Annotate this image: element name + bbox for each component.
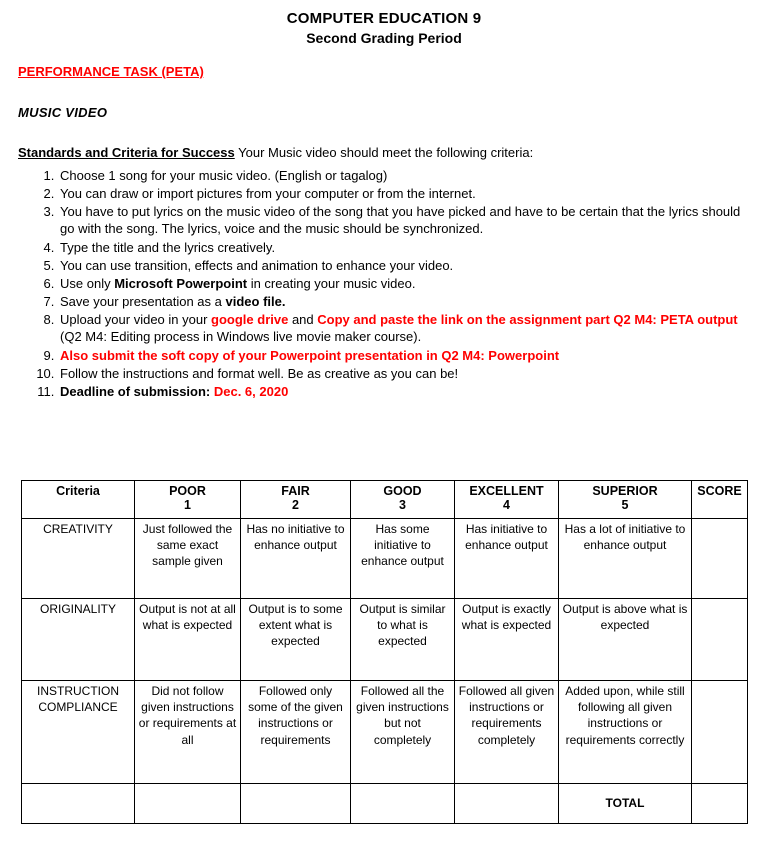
header-sub: 1 (184, 498, 191, 513)
criteria-item-3 (58, 203, 752, 237)
text-segment: and (288, 312, 318, 328)
text-segment: You can use transition, effects and animation to enhance your video. (60, 257, 454, 273)
header-label: FAIR (281, 484, 310, 499)
title-block (16, 10, 752, 46)
text-segment: Choose 1 song for your music video. (English or tagalog) (60, 168, 388, 183)
score-cell (692, 519, 748, 599)
text-segment: google drive (211, 312, 289, 328)
header-label: GOOD (383, 484, 422, 499)
header-fair (241, 481, 351, 519)
criteria-cell: INSTRUCTION COMPLIANCE (22, 681, 135, 784)
rubric-cell: Followed only some of the given instructions or requirements (241, 681, 351, 784)
header-score (692, 481, 748, 519)
text-segment: video file. (225, 294, 286, 310)
rubric-cell: Has some initiative to enhance output (351, 519, 455, 599)
header-good (351, 481, 455, 519)
standards-text: Your Music video should meet the following criteria: (234, 145, 534, 160)
empty-cell (351, 784, 455, 824)
text-segment: Copy and paste the link on the assignment part Q2 M4: PETA output (317, 312, 738, 328)
rubric-row-instruction-compliance (22, 681, 748, 784)
rubric-cell: Output is to some extent what is expected (241, 599, 351, 681)
total-label-cell: TOTAL (559, 784, 692, 824)
text-segment: Use only (60, 275, 115, 291)
empty-cell (22, 784, 135, 824)
criteria-cell: ORIGINALITY (22, 599, 135, 681)
text-segment: Microsoft Powerpoint (114, 275, 248, 291)
text-segment: (Q2 M4: Editing process in Windows live movie maker course). (60, 329, 422, 345)
performance-task-heading: PERFORMANCE TASK (PETA) (18, 64, 204, 79)
criteria-item-5 (58, 257, 752, 274)
document-title: COMPUTER EDUCATION 9 (286, 10, 482, 27)
rubric-cell: Output is exactly what is expected (455, 599, 559, 681)
criteria-item-9 (58, 347, 752, 364)
header-sub: 3 (399, 498, 406, 513)
document-subtitle: Second Grading Period (306, 30, 462, 46)
header-label: POOR (169, 484, 206, 499)
header-label: EXCELLENT (469, 484, 544, 499)
text-segment: Dec. 6, 2020 (213, 383, 289, 399)
criteria-item-11 (58, 383, 752, 400)
criteria-item-4 (58, 239, 752, 256)
text-segment: Type the title and the lyrics creatively. (60, 239, 276, 255)
criteria-item-2 (58, 185, 752, 202)
rubric-row-creativity (22, 519, 748, 599)
criteria-item-10 (58, 365, 752, 382)
header-sub: 2 (292, 498, 299, 513)
header-poor (135, 481, 241, 519)
rubric-cell: Has a lot of initiative to enhance output (559, 519, 692, 599)
rubric-cell: Output is above what is expected (559, 599, 692, 681)
empty-cell (135, 784, 241, 824)
header-sub: 5 (621, 498, 629, 513)
header-excellent (455, 481, 559, 519)
header-superior (559, 481, 692, 519)
rubric-table (21, 480, 748, 824)
rubric-header-row (22, 481, 748, 519)
criteria-cell: CREATIVITY (22, 519, 135, 599)
rubric-cell: Just followed the same exact sample given (135, 519, 241, 599)
rubric-total-row (22, 784, 748, 824)
criteria-item-8 (58, 311, 752, 345)
text-segment: Save your presentation as a (60, 294, 226, 310)
header-sub (695, 498, 744, 513)
criteria-item-1 (58, 167, 752, 184)
header-sub: 4 (503, 498, 510, 513)
rubric-cell: Followed all the given instructions but not completely (351, 681, 455, 784)
empty-cell (455, 784, 559, 824)
text-segment: in creating your music video. (247, 275, 416, 291)
header-label: Criteria (56, 484, 100, 499)
standards-label: Standards and Criteria for Success (18, 145, 235, 160)
rubric-cell: Has initiative to enhance output (455, 519, 559, 599)
header-label: SCORE (697, 484, 742, 499)
score-cell (692, 681, 748, 784)
header-label: SUPERIOR (592, 484, 658, 499)
rubric-cell: Has no initiative to enhance output (241, 519, 351, 599)
criteria-item-6 (58, 275, 752, 292)
text-segment: You have to put lyrics on the music video of the song that you have picked and have to be certain that the lyrics should go with the song. The lyrics, voice and the music should be synchronized. (60, 204, 741, 237)
text-segment: Deadline of submission: (60, 383, 214, 399)
header-sub (25, 498, 131, 513)
empty-cell (692, 784, 748, 824)
text-segment: You can draw or import pictures from your computer or from the internet. (60, 186, 476, 202)
rubric-cell: Added upon, while still following all given instructions or requirements correctly (559, 681, 692, 784)
empty-cell (241, 784, 351, 824)
rubric-cell: Output is similar to what is expected (351, 599, 455, 681)
criteria-item-7 (58, 293, 752, 310)
rubric-cell: Did not follow given instructions or requirements at all (135, 681, 241, 784)
text-segment: Also submit the soft copy of your Powerpoint presentation in Q2 M4: Powerpoint (60, 347, 560, 363)
rubric-row-originality (22, 599, 748, 681)
text-segment: Follow the instructions and format well. Be as creative as you can be! (60, 365, 459, 381)
text-segment: Upload your video in your (60, 312, 212, 328)
rubric-cell: Output is not at all what is expected (135, 599, 241, 681)
header-criteria (22, 481, 135, 519)
rubric-cell: Followed all given instructions or requirements completely (455, 681, 559, 784)
criteria-list (16, 167, 752, 400)
music-video-heading: MUSIC VIDEO (18, 105, 108, 120)
score-cell (692, 599, 748, 681)
standards-line (16, 145, 752, 160)
